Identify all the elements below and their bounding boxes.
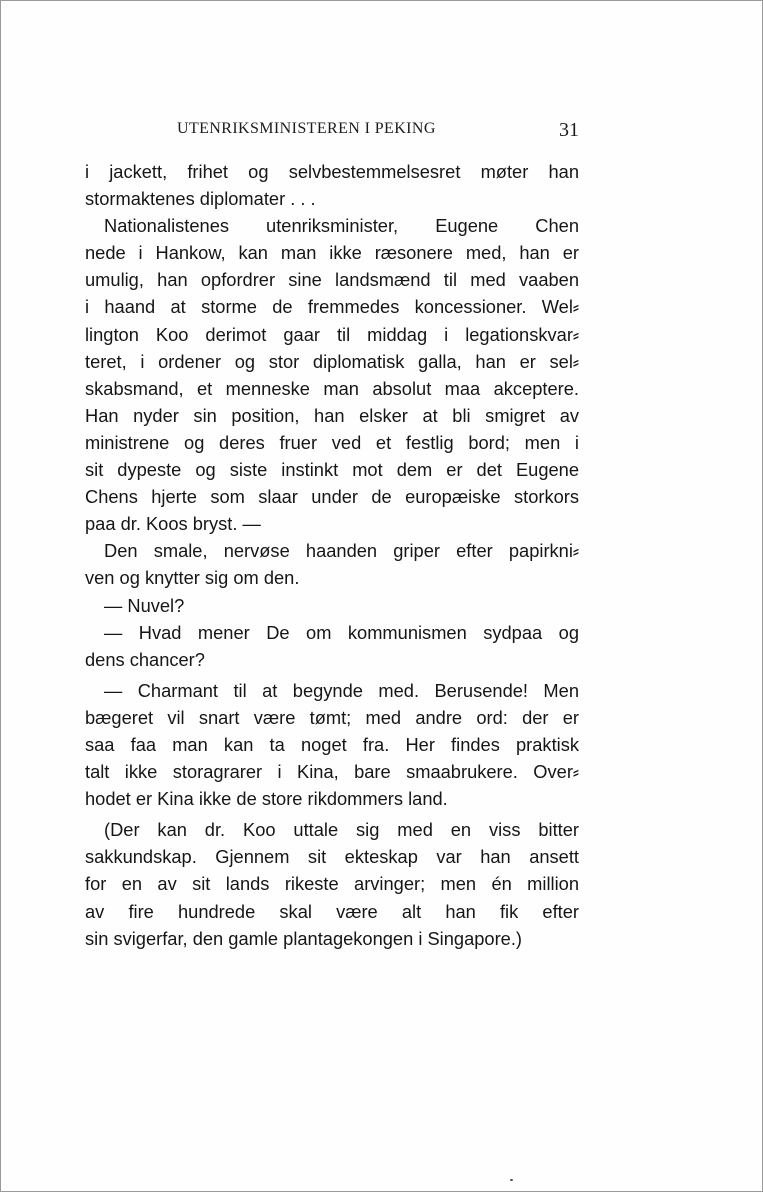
text-line: Nationalistenes utenriksminister, Eugene Chen (104, 215, 579, 237)
text-line: lington Koo derimot gaar til middag i legationskvar⸗ (85, 323, 579, 345)
text-line: bægeret vil snart være tømt; med andre ord: der er (85, 706, 579, 728)
text-line: i haand at storme de fremmedes koncessioner. Wel⸗ (85, 296, 579, 318)
text-line: ven og knytter sig om den. (85, 567, 300, 589)
text-line: stormaktenes diplomater . . . (85, 188, 316, 210)
text-line: — Hvad mener De om kommunismen sydpaa og (104, 621, 579, 643)
text-line: sakkundskap. Gjennem sit ekteskap var han ansett (85, 846, 579, 868)
text-line: umulig, han opfordrer sine landsmænd til med vaaben (85, 269, 579, 291)
text-line: nede i Hankow, kan man ikke ræsonere med, han er (85, 242, 579, 264)
page-number: 31 (559, 119, 579, 141)
text-line: ministrene og deres fruer ved et festlig bord; men i (85, 431, 579, 453)
page-header (1, 119, 763, 143)
text-line: — Nuvel? (104, 594, 185, 616)
text-line: i jackett, frihet og selvbestemmelsesret møter han (85, 161, 579, 182)
paper-speck (510, 1179, 513, 1181)
text-line: sin svigerfar, den gamle plantagekongen i Singapore.) (85, 927, 522, 949)
text-line: hodet er Kina ikke de store rikdommers land. (85, 788, 448, 810)
text-line: (Der kan dr. Koo uttale sig med en viss bitter (104, 819, 579, 841)
text-line: saa faa man kan ta noget fra. Her findes praktisk (85, 733, 579, 755)
text-line: Chens hjerte som slaar under de europæiske storkors (85, 486, 579, 508)
text-line: sit dypeste og siste instinkt mot dem er det Eugene (85, 459, 579, 481)
running-head: UTENRIKSMINISTEREN I PEKING (177, 120, 436, 137)
text-line: teret, i ordener og stor diplomatisk galla, han er sel⸗ (85, 350, 579, 372)
text-line: talt ikke storagrarer i Kina, bare smaabrukere. Over⸗ (85, 761, 579, 783)
text-line: Den smale, nervøse haanden griper efter papirkni⸗ (104, 540, 579, 562)
text-line: av fire hundrede skal være alt han fik efter (85, 900, 579, 922)
text-line: paa dr. Koos bryst. — (85, 513, 261, 535)
text-line: dens chancer? (85, 648, 205, 670)
text-line: Han nyder sin position, han elsker at bli smigret av (85, 404, 579, 426)
text-line: skabsmand, et menneske man absolut maa akceptere. (85, 377, 579, 399)
text-line: for en av sit lands rikeste arvinger; men én million (85, 873, 579, 895)
text-line: — Charmant til at begynde med. Berusende! Men (104, 679, 579, 701)
body-text (85, 158, 579, 952)
